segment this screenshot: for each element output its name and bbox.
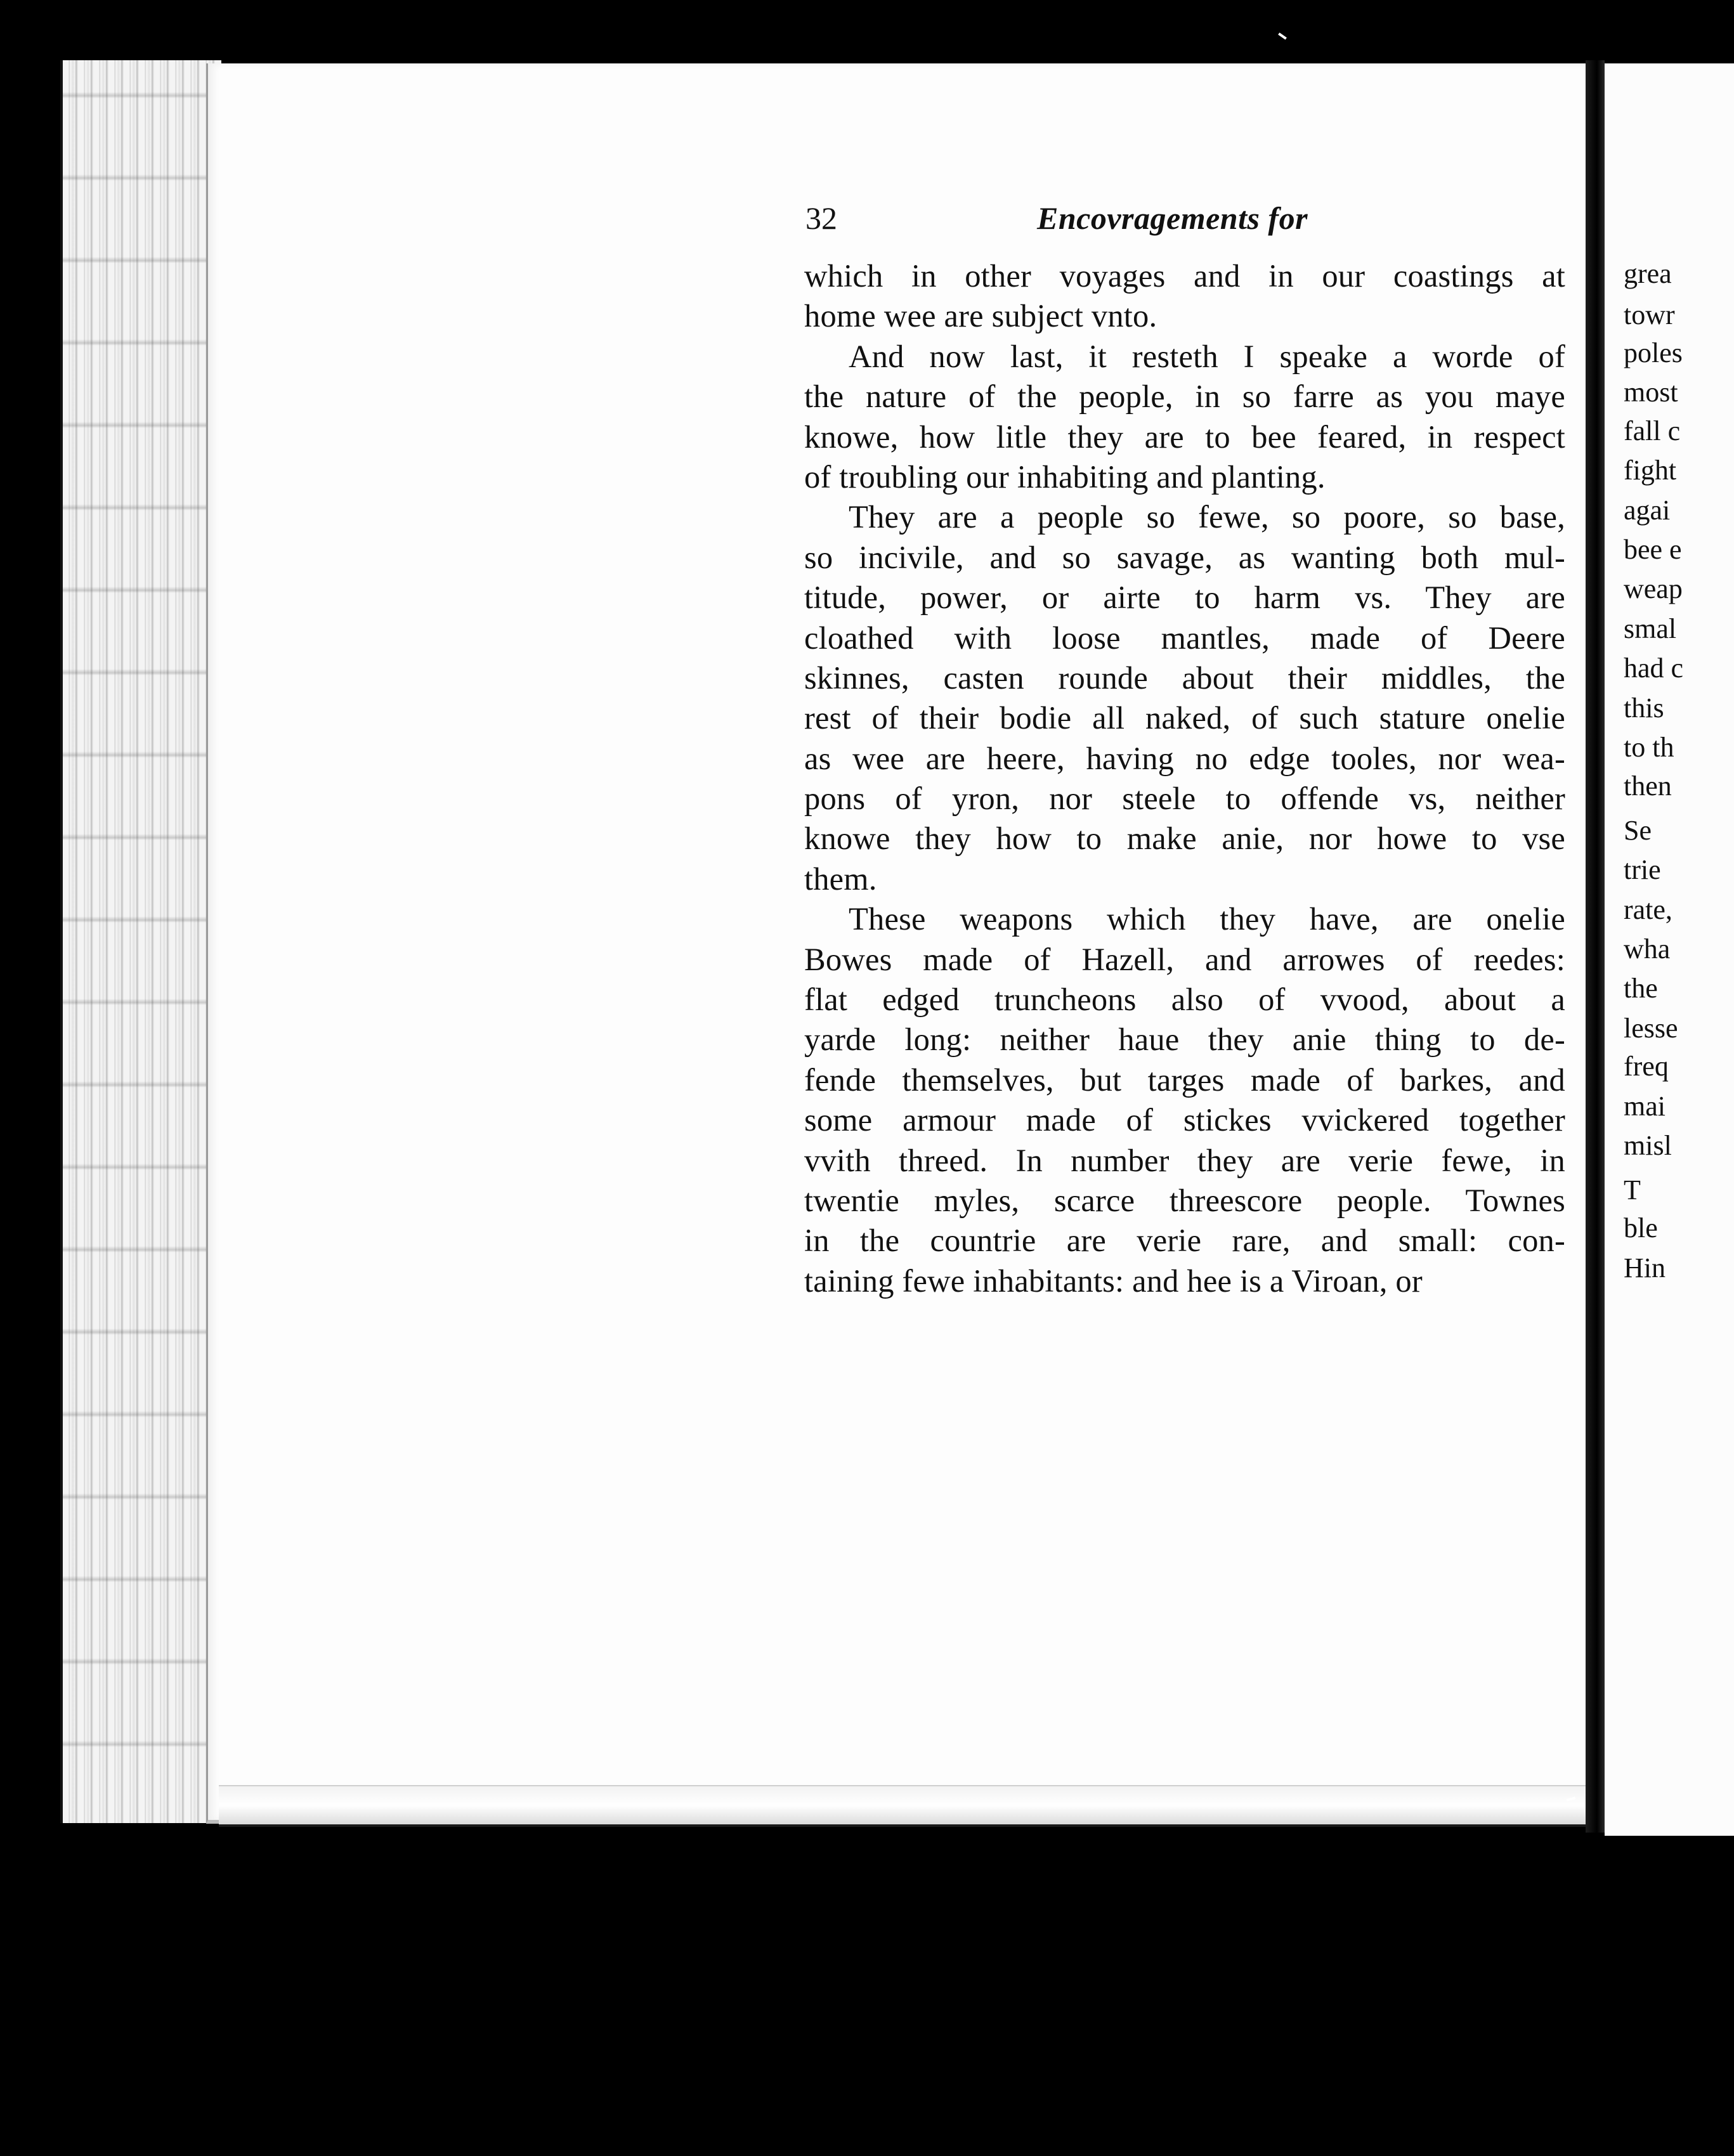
book-page-right: [1605, 63, 1734, 1836]
text-line: skinnes, casten rounde about their middles, the: [804, 659, 1565, 696]
facing-text-line: the: [1624, 973, 1658, 1004]
facing-text-line: poles: [1624, 337, 1683, 368]
facing-text-line: then: [1624, 770, 1672, 802]
book-gutter: [1586, 60, 1605, 1833]
facing-text-line: wha: [1624, 933, 1671, 964]
running-head: Encovragements for: [1037, 200, 1308, 236]
facing-text-line: fall c: [1624, 415, 1681, 446]
facing-text-line: Hin: [1624, 1252, 1666, 1283]
facing-text-line: this: [1624, 692, 1664, 724]
page-bottom-edge: [219, 1785, 1586, 1827]
facing-text-line: weap: [1624, 573, 1683, 604]
text-line: the nature of the people, in so farre as you maye: [804, 379, 1565, 415]
text-line: vvith threed. In number they are verie fewe, in: [804, 1142, 1565, 1178]
text-line: knowe they how to make anie, nor howe to vse: [804, 821, 1565, 857]
text-line: which in other voyages and in our coastings at: [804, 258, 1565, 294]
text-line: yarde long: neither haue they anie thing to de-: [804, 1022, 1565, 1058]
text-line: knowe, how litle they are to bee feared, in respect: [804, 419, 1565, 455]
text-line: pons of yron, nor steele to offende vs, neither: [804, 781, 1565, 817]
text-line: fende themselves, but targes made of barkes, and: [804, 1062, 1565, 1098]
text-line: in the countrie are verie rare, and small: con-: [804, 1223, 1565, 1259]
facing-text-line: bee e: [1624, 534, 1682, 565]
text-line: home wee are subject vnto.: [804, 298, 1157, 334]
facing-text-line: trie: [1624, 854, 1661, 885]
facing-text-line: fight: [1624, 455, 1677, 486]
facing-text-line: most: [1624, 377, 1678, 408]
text-line: And now last, it resteth I speake a worde of: [849, 338, 1565, 374]
text-line: them.: [804, 860, 877, 897]
text-line: cloathed with loose mantles, made of Deere: [804, 620, 1565, 656]
facing-text-line: rate,: [1624, 894, 1672, 925]
facing-text-line: T: [1624, 1174, 1641, 1205]
page-number: 32: [805, 200, 837, 236]
text-line: so incivile, and so savage, as wanting both mul-: [804, 539, 1565, 575]
text-line: of troubling our inhabiting and planting.: [804, 458, 1326, 495]
facing-text-line: had c: [1624, 653, 1684, 684]
text-line: These weapons which they have, are onelie: [849, 901, 1565, 937]
text-line: twentie myles, scarce threescore people. Townes: [804, 1182, 1565, 1218]
facing-text-line: agai: [1624, 495, 1671, 526]
deckled-page-edges: [60, 60, 221, 1823]
facing-text-line: grea: [1624, 258, 1672, 289]
body-text: [804, 256, 1565, 1301]
facing-text-line: smal: [1624, 613, 1677, 644]
page-header: [805, 200, 1567, 244]
facing-text-line: Se: [1624, 815, 1652, 846]
text-line: They are a people so fewe, so poore, so base,: [849, 499, 1565, 535]
facing-text-line: misl: [1624, 1130, 1672, 1161]
text-line: taining fewe inhabitants: and hee is a Viroan, or: [804, 1263, 1423, 1299]
text-line: as wee are heere, having no edge tooles, nor wea-: [804, 740, 1565, 776]
text-line: Bowes made of Hazell, and arrowes of reedes:: [804, 941, 1565, 977]
facing-text-line: ble: [1624, 1212, 1658, 1244]
facing-text-line: towr: [1624, 299, 1675, 330]
text-line: rest of their bodie all naked, of such stature onelie: [804, 700, 1565, 736]
facing-text-line: to th: [1624, 732, 1674, 763]
text-line: some armour made of stickes vvickered together: [804, 1102, 1565, 1138]
text-line: flat edged truncheons also of vvood, about a: [804, 982, 1565, 1018]
facing-text-line: mai: [1624, 1091, 1666, 1122]
scan-mark: [1278, 32, 1287, 39]
facing-text-line: freq: [1624, 1051, 1669, 1082]
text-line: titude, power, or airte to harm vs. They are: [804, 580, 1565, 616]
facing-text-line: lesse: [1624, 1013, 1678, 1044]
